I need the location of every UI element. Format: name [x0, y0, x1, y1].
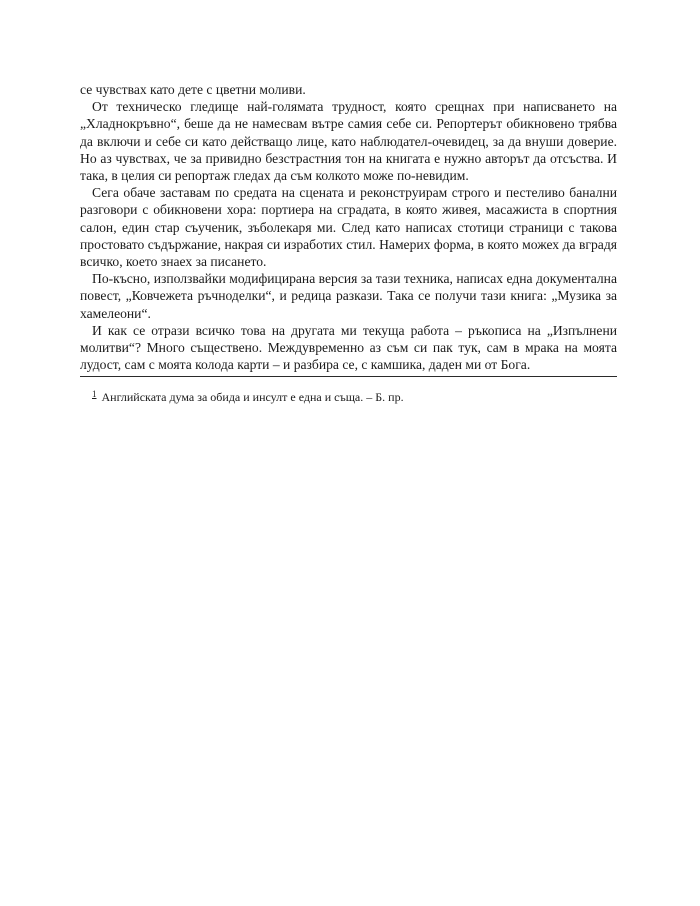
- page-body: [80, 81, 617, 405]
- footnote-marker[interactable]: 1: [92, 389, 97, 400]
- paragraph-later-works: По-късно, използвайки модифицирана версия за тази техника, написах една документална повест, „Ковчежета ръчноделки“, и редица разкази. Така се получи тази книга: „Музика за хамелеони“.: [80, 271, 617, 321]
- footnote: [80, 387, 617, 405]
- paragraph-answered-prayers: И как се отрази всичко това на другата ми текуща работа – ръкописа на „Изпълнени молитви“? Много съществено. Междувременно аз съм си пак тук, сам в мрака на моята лудост, сам с моята колода карти – и разбира се, с камшика, даден ми от Бога.: [80, 322, 617, 373]
- footnote-text: Английската дума за обида и инсулт е една и съща. – Б. пр.: [101, 390, 404, 405]
- paragraph-continuation: се чувствах като дете с цветни моливи.: [80, 82, 306, 97]
- footnote-divider: [80, 376, 617, 377]
- paragraph-center-stage: Сега обаче заставам по средата на сцената и реконструирам строго и пестеливо банални разговори с обикновени хора: портиера на сградата, в която живея, масажиста в спортния салон, един стар съученик, зъболекаря ми. След като написах стотици страници с такова простовато съдържание, накрая си изработих стил. Намерих форма, в която можех да вградя всичко, което знаех за писането.: [80, 185, 617, 270]
- paragraph-technical-difficulty: От техническо гледище най-голямата трудност, която срещнах при написването на „Хладнокръвно“, беше да не намесвам вътре самия себе си. Репортерът обикновено трябва да включи и себе си като действащо лице, като наблюдател-очевидец, за да внуши доверие. Но аз чувствах, че за привидно безстрастния тон на книгата е нужно авторът да отсъства. И така, в целия си репортаж гледах да съм колкото може по-невидим.: [80, 99, 617, 184]
